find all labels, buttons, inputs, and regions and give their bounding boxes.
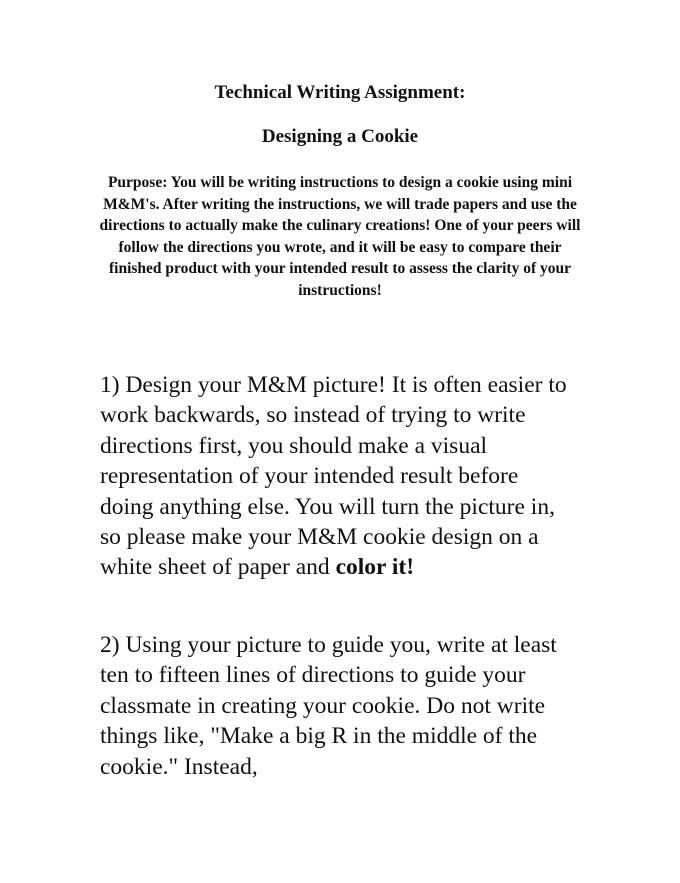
step-1-text: 1) Design your M&M picture! It is often easier to work backwards, so instead of trying to write directions first, you should make a visual representation of your intended result before doing anything else. You will turn the picture in, so please make your M&M cookie design on a white sheet of paper and <box>100 372 567 581</box>
step-1-paragraph <box>100 370 570 583</box>
purpose-paragraph: Purpose: You will be writing instructions to design a cookie using mini M&M's. After writing the instructions, we will trade papers and use the directions to actually make the culinary creations! One of your peers will follow the directions you wrote, and it will be easy to compare their finished product with your intended result to assess the clarity of your instructions! <box>99 174 581 299</box>
document-subtitle: Designing a Cookie <box>261 126 419 147</box>
document-title: Technical Writing Assignment: <box>214 82 466 103</box>
step-2-paragraph: 2) Using your picture to guide you, write at least ten to fifteen lines of directions to guide your classmate in creating your cookie. Do not write things like, "Make a big R in the middle of the cookie." Instead, <box>100 632 557 780</box>
step-1-emphasis: color it! <box>335 554 415 581</box>
